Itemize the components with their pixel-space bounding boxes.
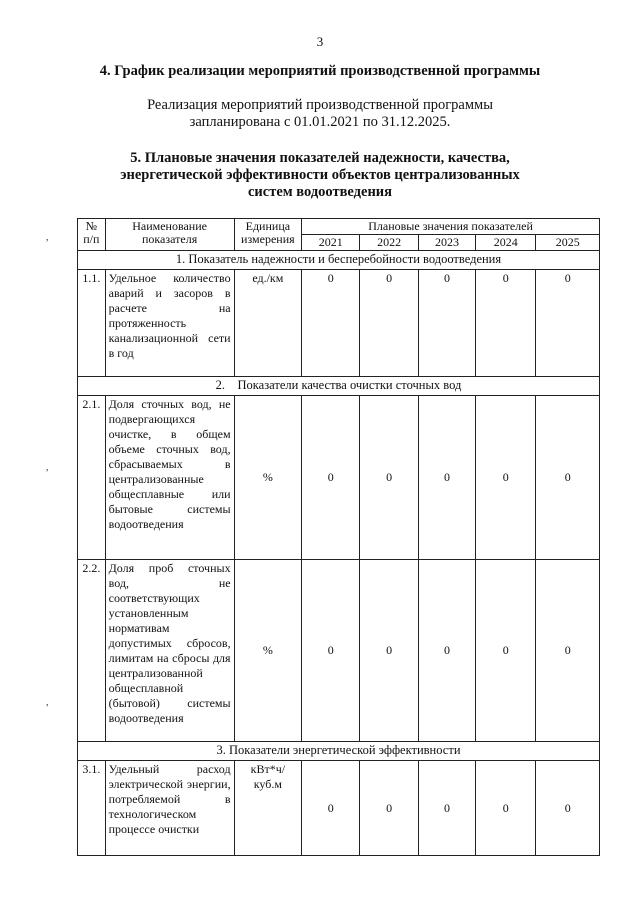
row-value: 0 xyxy=(536,396,600,560)
section-5-heading-line-1: 5. Плановые значения показателей надежности, качества, xyxy=(130,150,510,166)
row-name: Доля проб сточных вод, не соответствующих установленным нормативам допустимых сбросов, лимитам на сбросы для централизованной общесплавной (бытовой) системы водоотведения xyxy=(105,560,234,742)
group-title: 2. Показатели качества очистки сточных вод xyxy=(78,377,600,396)
header-year: 2024 xyxy=(476,235,536,251)
row-value: 0 xyxy=(418,761,475,856)
row-value: 0 xyxy=(476,761,536,856)
row-value: 0 xyxy=(476,270,536,377)
section-4-heading: 4. График реализации мероприятий производственной программы xyxy=(99,63,541,79)
section-4-text xyxy=(0,97,640,131)
row-unit: кВт*ч/куб.м xyxy=(234,761,302,856)
row-value: 0 xyxy=(302,560,360,742)
table-header-row xyxy=(78,219,600,235)
row-value: 0 xyxy=(302,761,360,856)
row-value: 0 xyxy=(360,560,418,742)
table-row xyxy=(78,560,600,742)
group-title-row xyxy=(78,742,600,761)
row-value: 0 xyxy=(360,396,418,560)
table-row xyxy=(78,396,600,560)
row-value: 0 xyxy=(476,396,536,560)
table-row xyxy=(78,270,600,377)
group-title-row xyxy=(78,377,600,396)
margin-dot: , xyxy=(46,462,49,473)
row-value: 0 xyxy=(536,560,600,742)
margin-dot: , xyxy=(46,697,49,708)
margin-dot: , xyxy=(46,232,49,243)
header-unit: Единица измерения xyxy=(234,219,302,251)
row-num: 3.1. xyxy=(78,761,106,856)
row-value: 0 xyxy=(360,761,418,856)
table-row xyxy=(78,761,600,856)
header-num: № п/п xyxy=(78,219,106,251)
row-value: 0 xyxy=(418,396,475,560)
row-value: 0 xyxy=(302,270,360,377)
row-name: Доля сточных вод, не подвергающихся очистке, в общем объеме сточных вод, сбрасываемых в централизованные общесплавные или бытовые системы водоотведения xyxy=(105,396,234,560)
header-name: Наименование показателя xyxy=(105,219,234,251)
row-num: 2.2. xyxy=(78,560,106,742)
section-5-heading-line-3: систем водоотведения xyxy=(247,184,393,200)
group-title: 3. Показатели энергетической эффективности xyxy=(78,742,600,761)
row-value: 0 xyxy=(536,270,600,377)
header-year: 2021 xyxy=(302,235,360,251)
row-num: 1.1. xyxy=(78,270,106,377)
page-number: 3 xyxy=(316,34,324,49)
group-title-row xyxy=(78,251,600,270)
row-value: 0 xyxy=(302,396,360,560)
row-num: 2.1. xyxy=(78,396,106,560)
header-year: 2025 xyxy=(536,235,600,251)
row-name: Удельное количество аварий и засоров в расчете на протяженность канализационной сети в год xyxy=(105,270,234,377)
row-unit: % xyxy=(234,560,302,742)
section-4-text-line-2: запланирована с 01.01.2021 по 31.12.2025. xyxy=(189,114,451,130)
indicators-table xyxy=(77,218,600,856)
group-title: 1. Показатель надежности и бесперебойности водоотведения xyxy=(78,251,600,270)
header-planned-values: Плановые значения показателей xyxy=(302,219,600,235)
section-5-heading xyxy=(0,150,640,201)
row-value: 0 xyxy=(360,270,418,377)
row-value: 0 xyxy=(418,560,475,742)
row-value: 0 xyxy=(418,270,475,377)
section-4-text-line-1: Реализация мероприятий производственной программы xyxy=(147,97,493,113)
header-year: 2022 xyxy=(360,235,418,251)
header-year: 2023 xyxy=(418,235,475,251)
row-unit: ед./км xyxy=(234,270,302,377)
section-5-heading-line-2: энергетической эффективности объектов централизованных xyxy=(120,167,520,183)
row-value: 0 xyxy=(536,761,600,856)
row-value: 0 xyxy=(476,560,536,742)
row-unit: % xyxy=(234,396,302,560)
row-name: Удельный расход электрической энергии, потребляемой в технологическом процессе очистки xyxy=(105,761,234,856)
